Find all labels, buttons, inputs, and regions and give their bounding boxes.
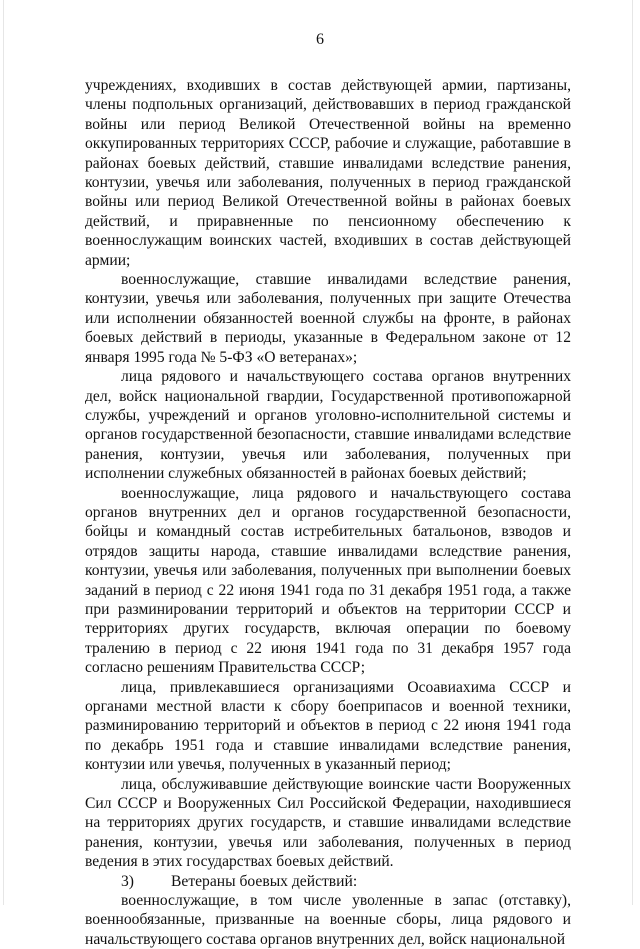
paragraph-internal-affairs: лица рядового и начальствующего состава органов внутренних дел, войск национальной гвардии, Государственной противопожарной службы, учреждений и органов уголовно-исполнительной системы и органов государственной безопасности, ставшие инвалидами вследствие ранения, контузии, увечья или заболевания, полученных при исполнении служебных обязанностей в районах боевых действий; xyxy=(85,368,571,483)
scan-edge-left xyxy=(3,0,4,905)
item-3-number: 3) xyxy=(121,872,134,890)
paragraph-combat-veterans: военнослужащие, в том числе уволенные в запас (отставку), военнообязанные, призванные на военные сборы, лица рядового и начальствующего состава органов внутренних дел, войск национальной xyxy=(85,892,571,948)
paragraph-foreign-service: лица, обслуживавшие действующие воинские части Вооруженных Сил СССР и Вооруженных Сил Российской Федерации, находившиеся на территориях других государств, и ставшие инвалидами вследствие ранения, контузии, увечья или заболевания, полученных в период ведения в этих государствах боевых действий. xyxy=(85,775,571,871)
document-body xyxy=(85,76,571,949)
paragraph-continuation: учреждениях, входивших в состав действующей армии, партизаны, члены подпольных организаций, действовавших в период гражданской войны или период Великой Отечественной войны на временно оккупированных территориях СССР, рабочие и служащие, работавшие в районах боевых действий, ставшие инвалидами вследствие ранения, контузии, увечья или заболевания, полученных в период гражданской войны или период Великой Отечественной войны в районах боевых действий, и приравненные по пенсионному обеспечению к военнослужащим воинских частей, входивших в состав действующей армии; xyxy=(85,77,571,269)
paragraph-demining: военнослужащие, лица рядового и начальствующего состава органов внутренних дел и органов государственной безопасности, бойцы и командный состав истребительных батальонов, взводов и отрядов защиты народа, ставшие инвалидами вследствие ранения, контузии, увечья или заболевания, полученных при выполнении боевых заданий в период с 22 июня 1941 года по 31 декабря 1951 года, а также при разминировании территорий и объектов на территории СССР и территориях других государств, включая операции по боевому тралению в период с 22 июня 1941 года по 31 декабря 1957 года согласно решениям Правительства СССР; xyxy=(85,484,571,677)
item-3-title: Ветераны боевых действий: xyxy=(171,872,358,890)
scan-edge-right xyxy=(632,0,633,905)
paragraph-military-disabled: военнослужащие, ставшие инвалидами вследствие ранения, контузии, увечья или заболевания, полученных при защите Отечества или исполнении обязанностей военной службы на фронте, в районах боевых действий в периоды, указанные в Федеральном законе от 12 января 1995 года № 5-ФЗ «О ветеранах»; xyxy=(85,271,571,366)
item-3-heading xyxy=(85,872,571,891)
page-number: 6 xyxy=(316,31,324,48)
paragraph-osoaviakhim: лица, привлекавшиеся организациями Осоавиахима СССР и органами местной власти к сбору боеприпасов и военной техники, разминированию территорий и объектов в период с 22 июня 1941 года по декабрь 1951 года и ставшие инвалидами вследствие ранения, контузии или увечья, полученных в указанный период; xyxy=(85,678,571,774)
